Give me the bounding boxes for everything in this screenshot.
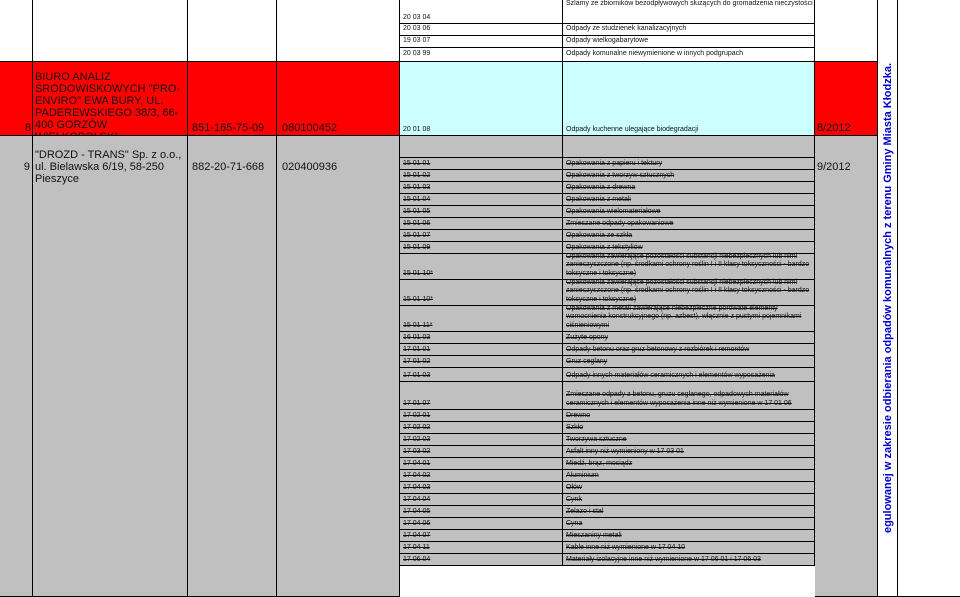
waste-desc: Zużyte opony [566, 333, 609, 341]
waste-desc: Aluminium [566, 471, 599, 479]
waste-desc-cell [563, 280, 815, 306]
nip-cell [188, 136, 277, 597]
waste-desc-cell [563, 254, 815, 280]
waste-desc-cell [563, 422, 815, 434]
desc-cell [563, 62, 815, 136]
waste-code: 20 03 04 [403, 13, 431, 21]
waste-desc: Odpady innych materiałów ceramicznych i elementów wyposażenia [566, 371, 775, 379]
waste-code: 19 03 07 [403, 37, 431, 45]
waste-desc-cell [563, 542, 815, 554]
waste-desc: Opakowania wielomateriałowe [566, 207, 661, 215]
waste-code-cell [400, 182, 563, 194]
cell-nip-prev [188, 0, 277, 62]
code-cell-cap [400, 136, 563, 158]
waste-code: 17 06 04 [403, 555, 431, 563]
waste-code: 15 01 10* [403, 269, 433, 277]
waste-code: 17 03 02 [403, 447, 431, 455]
waste-desc: Opakowania z drewna [566, 183, 636, 191]
code-cell [400, 0, 563, 24]
waste-desc-cell [563, 170, 815, 182]
waste-desc: Opakowania z metali zawierające niebezpieczne porowate elementy wzmocnienia konstrukcyjnego (np. azbest), włącznie z pustymi pojemnikami ciśnieniowymi [566, 304, 802, 329]
nip: 851-165-75-09 [192, 122, 265, 134]
waste-code-cell [400, 422, 563, 434]
waste-desc-cell [563, 194, 815, 206]
waste-desc: Odpady ze studzienek kanalizacyjnych [566, 25, 687, 33]
waste-desc: Opakowania z tworzyw sztucznych [566, 171, 675, 179]
waste-desc-cell [563, 494, 815, 506]
waste-desc: Żelazo i stal [566, 507, 604, 515]
waste-code: 17 04 11 [403, 543, 430, 551]
waste-desc: Opakowania zawierające pozostałości substancji niebezpiecznych lub nimi zanieczyszczone (np. środkami ochrony roślin I i II klasy toksyczności - bardzo toksyczne i toksyczne) [566, 278, 810, 303]
waste-code: 16 01 03 [403, 333, 431, 341]
waste-desc-cell [563, 382, 815, 410]
waste-code-cell [400, 518, 563, 530]
waste-desc: Asfalt inny niż wymieniony w 17 03 01 [566, 447, 684, 455]
waste-code-cell [400, 332, 563, 344]
waste-code-cell [400, 194, 563, 206]
waste-code-cell [400, 494, 563, 506]
waste-desc: Materiały izolacyjne inne niż wymienione w 17 06 01 i 17 06 03 [566, 555, 761, 563]
waste-desc: Cynk [566, 495, 582, 503]
waste-code: 15 01 03 [403, 183, 431, 191]
waste-code-cell [400, 368, 563, 382]
waste-code: 15 01 01 [403, 159, 431, 167]
waste-code-cell [400, 356, 563, 368]
waste-desc: Tworzywa sztuczne [566, 435, 627, 443]
waste-desc-cell [563, 368, 815, 382]
waste-desc: Drewno [566, 411, 591, 419]
waste-desc: Opakowania z tekstyliów [566, 243, 643, 251]
code-cell [400, 24, 563, 36]
waste-code: 15 01 11* [403, 321, 433, 329]
waste-desc-cell [563, 306, 815, 332]
code-cell [400, 48, 563, 62]
company-name: BIURO ANALIZ ŚRODOWISKOWYCH "PRO-ENVIRO" EWA BURY, UL. PADEREWSKIEGO 38/3, 66-400 GORZÓW [35, 71, 181, 131]
waste-desc: Gruz ceglany [566, 357, 608, 365]
waste-code-cell [400, 410, 563, 422]
company-name-cell [33, 62, 188, 136]
waste-code-cell [400, 530, 563, 542]
waste-code-cell [400, 170, 563, 182]
waste-desc-cell [563, 458, 815, 470]
waste-desc: Opakowania ze szkła [566, 231, 633, 239]
waste-code: 15 01 06 [403, 219, 431, 227]
regon-cell [277, 136, 400, 597]
waste-desc: Cyna [566, 519, 583, 527]
waste-code: 17 01 02 [403, 357, 431, 365]
desc-cell-cap [563, 136, 815, 158]
waste-desc-cell [563, 446, 815, 458]
waste-desc-cell [563, 344, 815, 356]
waste-code-cell [400, 230, 563, 242]
code-cell [400, 62, 563, 136]
row-number [0, 136, 33, 597]
entry-date: 8/2012 [817, 122, 851, 134]
waste-desc: Opakowania z papieru i tektury [566, 159, 663, 167]
desc-cell [563, 0, 815, 24]
waste-code-cell [400, 434, 563, 446]
waste-desc: Zmieszane odpady opakowaniowe [566, 219, 674, 227]
entry-date: 9/2012 [817, 161, 851, 173]
waste-desc-cell [563, 158, 815, 170]
cell-name-prev [33, 0, 188, 62]
waste-code-cell [400, 306, 563, 332]
blank-column [898, 0, 960, 597]
waste-desc-cell [563, 554, 815, 566]
waste-code-cell [400, 242, 563, 254]
waste-code: 17 01 01 [403, 345, 431, 353]
waste-desc-cell [563, 410, 815, 422]
code-cell [400, 36, 563, 48]
waste-code-cell [400, 470, 563, 482]
company-name-cell [33, 136, 188, 597]
waste-desc: Szlamy ze zbiorników bezodpływowych służących do gromadzenia nieczystości [566, 0, 813, 7]
waste-code: 17 02 02 [403, 423, 431, 431]
nip-cell [188, 62, 277, 136]
desc-cell [563, 24, 815, 36]
cell-num-prev [0, 0, 33, 62]
waste-desc-cell [563, 530, 815, 542]
desc-cell [563, 48, 815, 62]
waste-desc: Odpady wielkogabarytowe [566, 37, 649, 45]
waste-desc-cell [563, 332, 815, 344]
waste-code: 17 04 06 [403, 519, 431, 527]
desc-cell [563, 36, 815, 48]
waste-code: 17 02 01 [403, 411, 431, 419]
waste-code-cell [400, 458, 563, 470]
waste-code: 15 01 10* [403, 295, 433, 303]
waste-desc-cell [563, 230, 815, 242]
caption-column [878, 0, 898, 597]
waste-desc: Odpady komunalne niewymienione w innych podgrupach [566, 50, 744, 58]
waste-code: 15 01 05 [403, 207, 431, 215]
waste-desc: Ołów [566, 483, 582, 491]
vertical-caption: egulowanej w zakresie odbierania odpadów komunalnych z terenu Gminy Miasta Kłodzka. [881, 62, 894, 534]
cell-regon-prev [277, 0, 400, 62]
waste-code-cell [400, 506, 563, 518]
waste-code: 15 01 02 [403, 171, 431, 179]
regon: 080100452 [282, 122, 338, 134]
waste-code: 20 01 08 [403, 125, 431, 133]
nip: 882-20-71-668 [192, 161, 265, 173]
row-number-text: 9 [23, 161, 30, 173]
waste-code: 17 02 03 [403, 435, 431, 443]
row-number [0, 62, 33, 136]
waste-code-cell [400, 158, 563, 170]
waste-desc-cell [563, 470, 815, 482]
cell-date-prev [815, 0, 878, 62]
waste-code-cell [400, 344, 563, 356]
waste-desc-cell [563, 518, 815, 530]
row-number-text: 8 [24, 122, 31, 134]
waste-code-cell [400, 206, 563, 218]
waste-desc-cell [563, 434, 815, 446]
waste-code-cell [400, 482, 563, 494]
waste-code-cell [400, 218, 563, 230]
waste-code-cell [400, 446, 563, 458]
waste-desc: Mieszaniny metali [566, 531, 622, 539]
waste-code: 20 03 06 [403, 25, 431, 33]
waste-code-cell [400, 254, 563, 280]
waste-desc-cell [563, 506, 815, 518]
company-name: "DROZD - TRANS" Sp. z o.o., ul. Bielawska 6/19, 58-250 Pieszyce [35, 149, 182, 185]
waste-desc: Opakowania z metali [566, 195, 631, 203]
waste-desc-cell [563, 206, 815, 218]
waste-code-cell [400, 280, 563, 306]
waste-desc-cell [563, 218, 815, 230]
waste-desc-cell [563, 356, 815, 368]
date-cell [815, 62, 878, 136]
date-cell [815, 136, 878, 597]
waste-desc: Zmieszane odpady z betonu, gruzu ceglanego, odpadowych materiałów ceramicznych i elementów wyposażenia inne niż wymienione w 17 01 06 [566, 391, 792, 407]
waste-code: 17 04 05 [403, 507, 431, 515]
waste-desc: Odpady kuchenne ulegające biodegradacji [566, 125, 699, 133]
waste-code: 17 04 03 [403, 483, 431, 491]
waste-code: 17 04 04 [403, 495, 431, 503]
waste-desc: Kable inne niż wymienione w 17 04 10 [566, 543, 686, 551]
waste-code-cell [400, 382, 563, 410]
waste-code-cell [400, 554, 563, 566]
waste-code: 17 04 02 [403, 471, 431, 479]
waste-code: 17 01 07 [403, 399, 431, 407]
regon: 020400936 [282, 161, 338, 173]
waste-desc: Szkło [566, 423, 584, 431]
waste-code: 17 01 03 [403, 371, 431, 379]
waste-code: 15 01 09 [403, 243, 431, 251]
waste-desc: Odpady betonu oraz gruz betonowy z rozbiórek i remontów [566, 345, 750, 353]
waste-code: 20 03 99 [403, 50, 431, 58]
regon-cell [277, 62, 400, 136]
waste-code: 15 01 07 [403, 231, 431, 239]
waste-desc-cell [563, 182, 815, 194]
waste-code: 17 04 01 [403, 459, 431, 467]
waste-desc-cell [563, 482, 815, 494]
waste-code-cell [400, 542, 563, 554]
waste-desc: Miedź, brąz, mosiądz [566, 459, 633, 467]
waste-desc: Opakowania zawierające pozostałości substancji niebezpiecznych lub nimi zanieczyszczone (np. środkami ochrony roślin I i II klasy toksyczności - bardzo toksyczne i toksyczne) [566, 252, 810, 277]
waste-code: 17 04 07 [403, 531, 431, 539]
waste-code: 15 01 04 [403, 195, 431, 203]
